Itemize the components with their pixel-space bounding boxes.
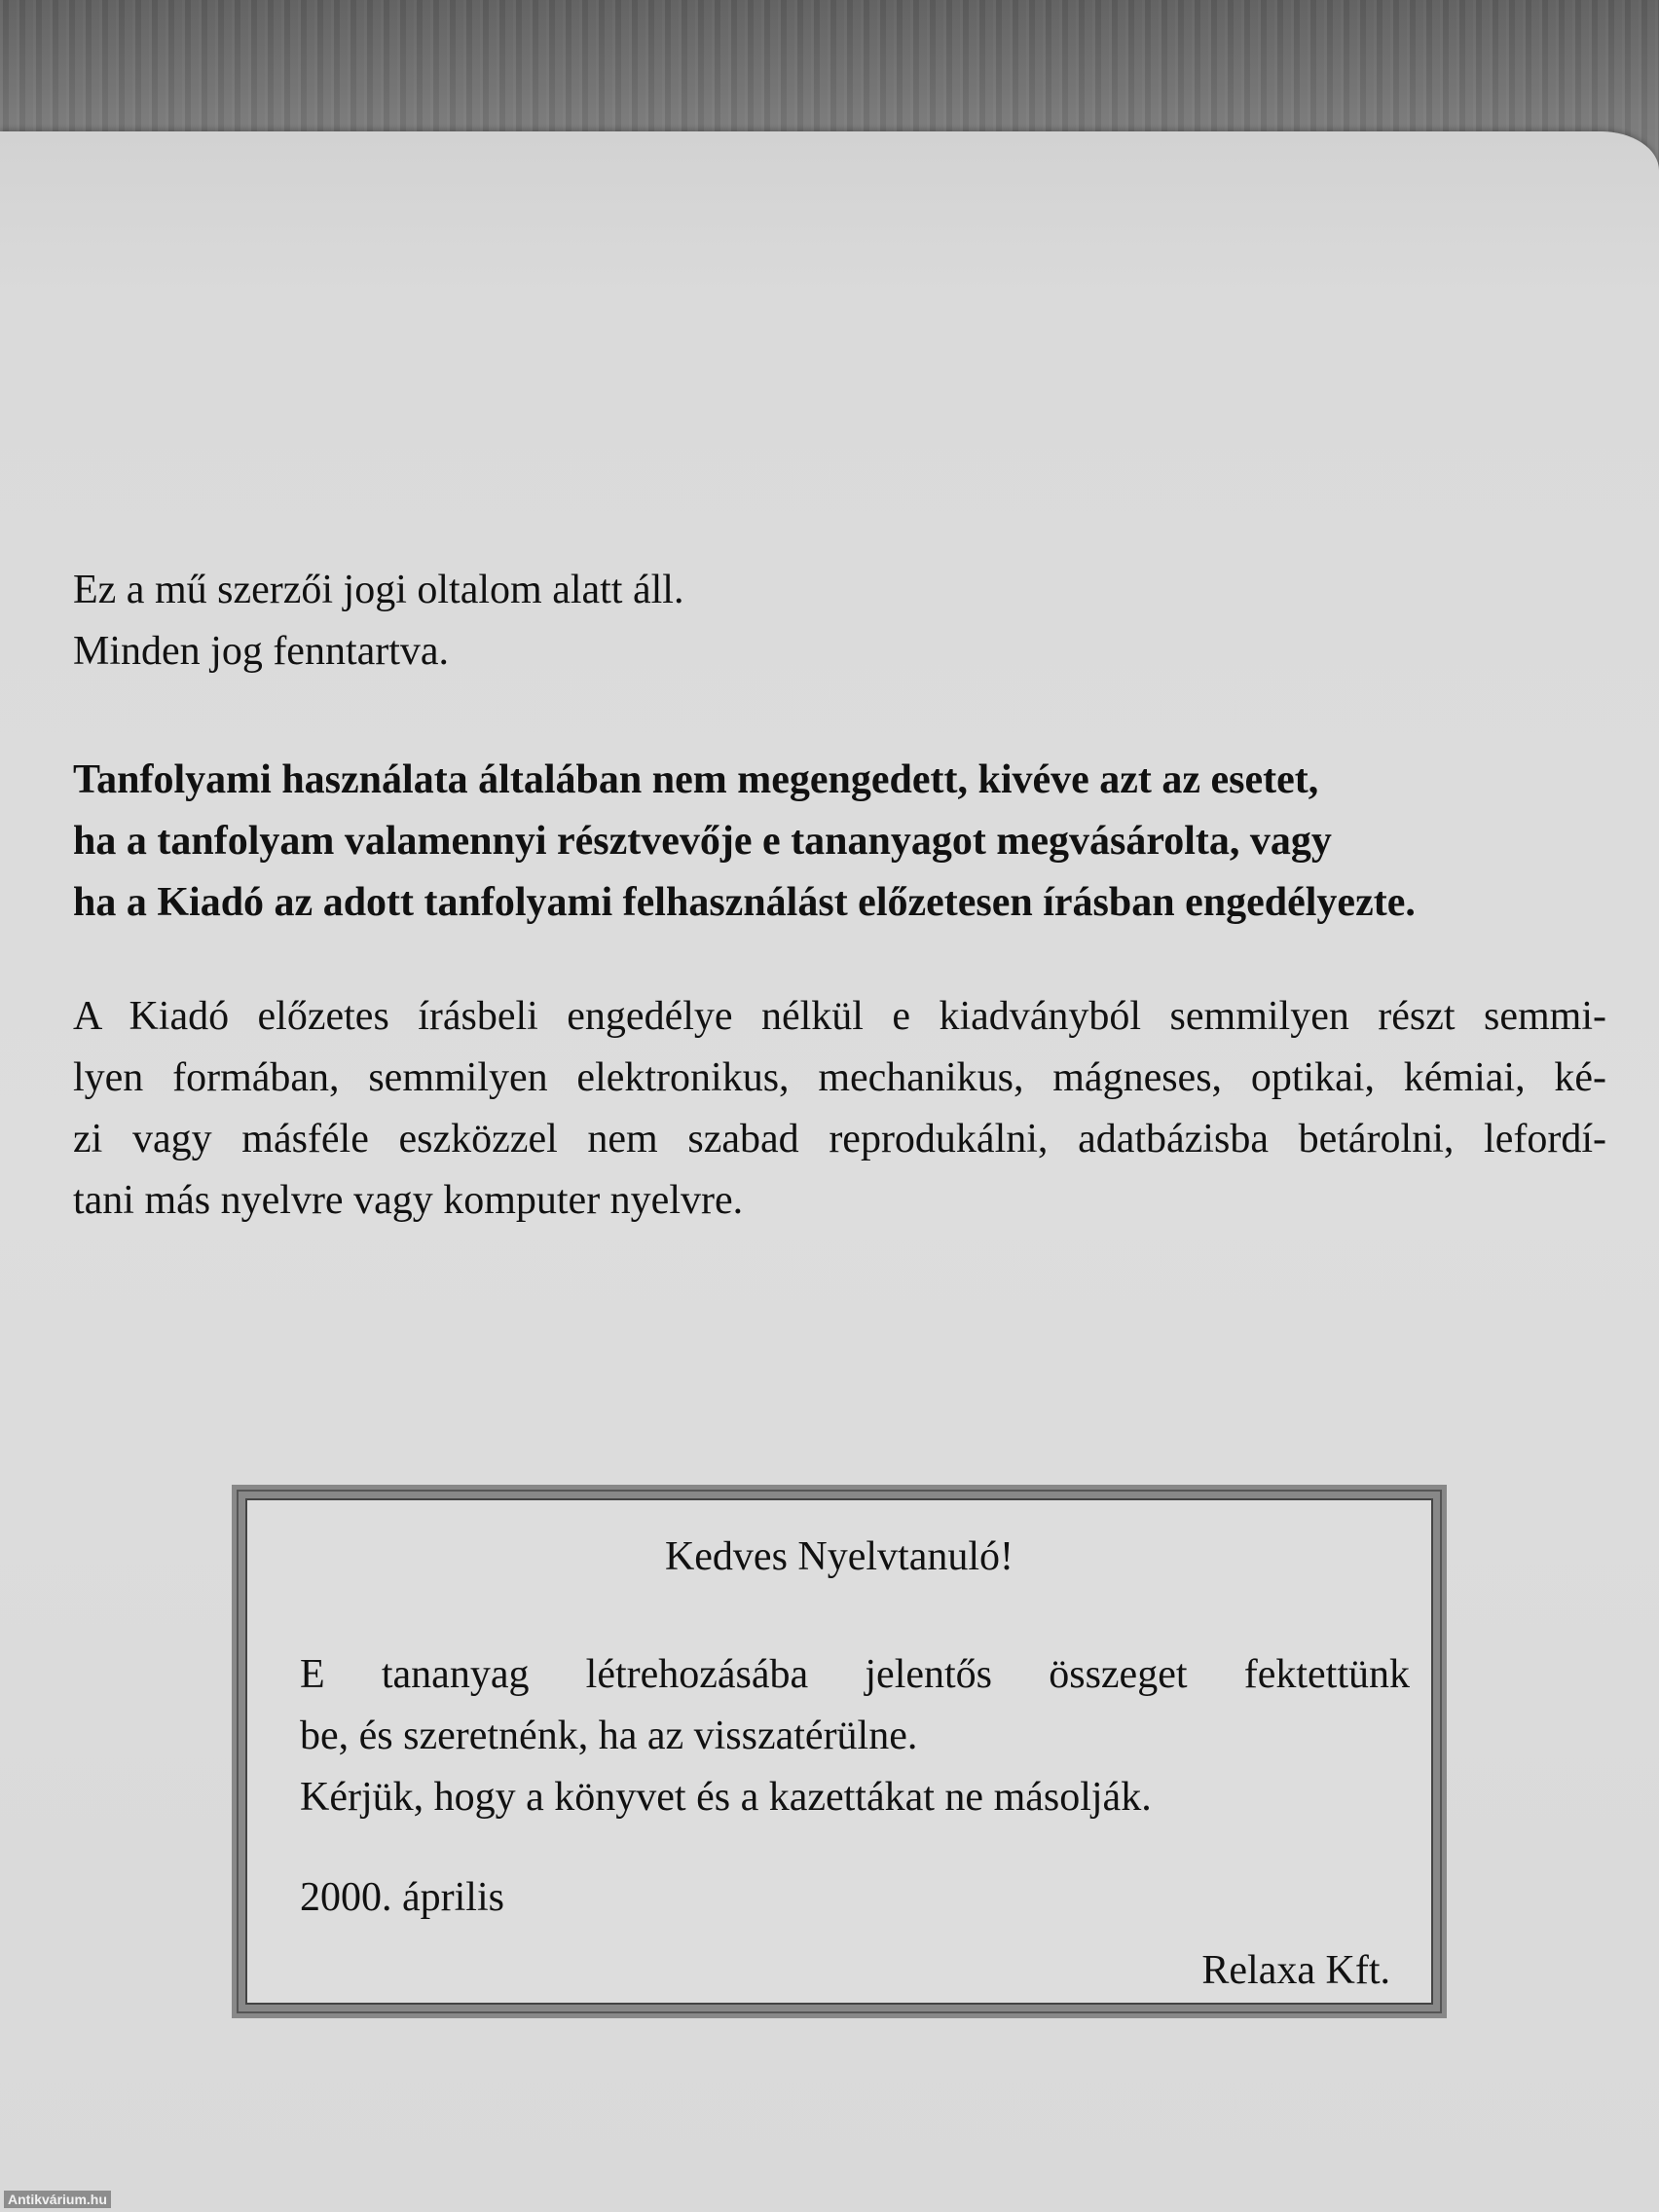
- course-use-notice: [73, 750, 1592, 934]
- box-message: [300, 1644, 1410, 1828]
- copyright-statement: [73, 560, 1592, 682]
- reproduction-rights: [73, 986, 1606, 1232]
- box-greeting: Kedves Nyelvtanuló!: [664, 1534, 1014, 1579]
- notice-line: Tanfolyami használata általában nem megengedett, kivéve azt az esetet,: [73, 757, 1319, 802]
- book-page: [0, 131, 1659, 2212]
- site-watermark: Antikvárium.hu: [4, 2191, 111, 2208]
- copyright-line: Ez a mű szerzői jogi oltalom alatt áll.: [73, 568, 684, 612]
- rights-line: zi vagy másféle eszközzel nem szabad reprodukálni, adatbázisba betárolni, lefordí-: [73, 1117, 1606, 1161]
- box-message-line: E tananyag létrehozásába jelentős összeget fektettünk: [300, 1652, 1410, 1697]
- rights-line: tani más nyelvre vagy komputer nyelvre.: [73, 1178, 744, 1223]
- box-date: 2000. április: [300, 1875, 504, 1920]
- copyright-line: Minden jog fenntartva.: [73, 629, 450, 674]
- rights-line: lyen formában, semmilyen elektronikus, mechanikus, mágneses, optikai, kémiai, ké-: [73, 1055, 1606, 1100]
- reader-message-box: [232, 1485, 1447, 2018]
- box-message-line: be, és szeretnénk, ha az visszatérülne.: [300, 1714, 918, 1758]
- rights-line: A Kiadó előzetes írásbeli engedélye nélkül e kiadványból semmilyen részt semmi-: [73, 994, 1606, 1039]
- box-message-line: Kérjük, hogy a könyvet és a kazettákat ne másolják.: [300, 1775, 1152, 1820]
- notice-line: ha a Kiadó az adott tanfolyami felhasználást előzetesen írásban engedélyezte.: [73, 880, 1416, 925]
- notice-line: ha a tanfolyam valamennyi résztvevője e tananyagot megvásárolta, vagy: [73, 819, 1332, 864]
- box-signature: Relaxa Kft.: [1201, 1948, 1390, 1993]
